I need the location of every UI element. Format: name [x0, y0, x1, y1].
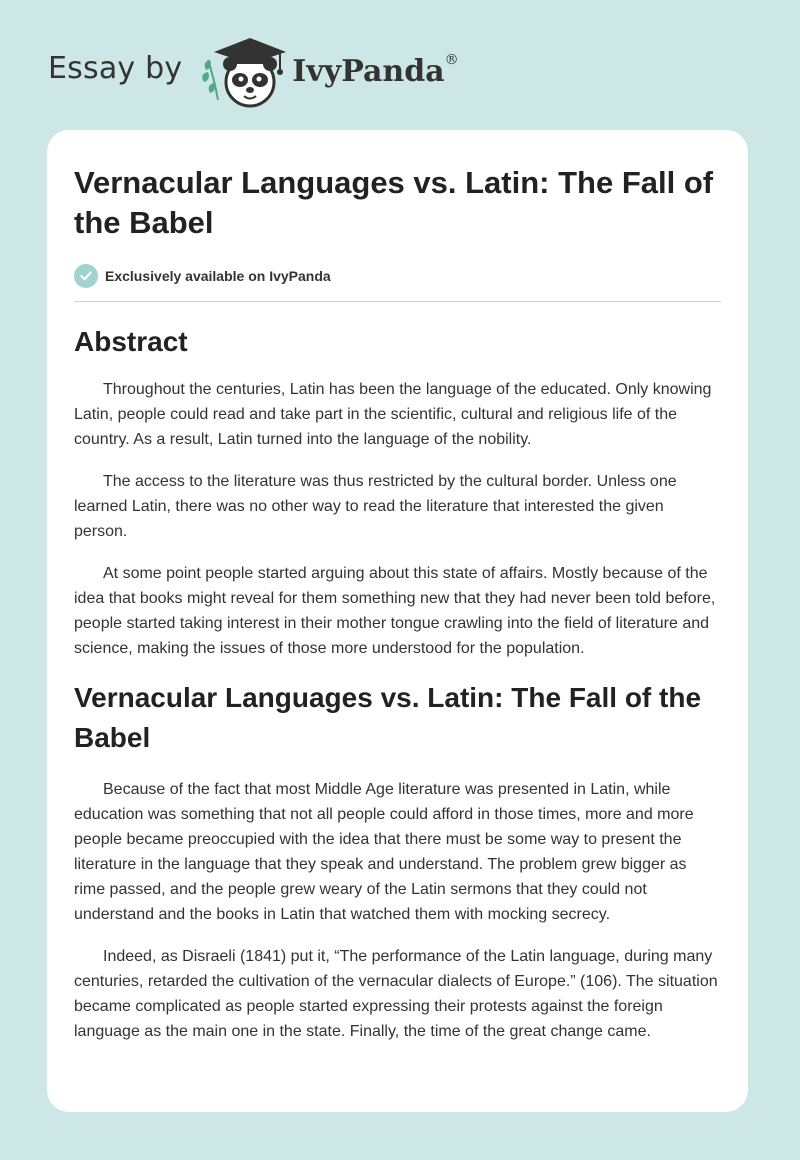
check-icon	[74, 264, 98, 288]
abstract-paragraph: At some point people started arguing about this state of affairs. Mostly because of the idea that books might reveal for them something new that they had never been told before, people started taking interest in their mother tongue crawling into the field of literature and science, making the issues of those more understood for the population.	[74, 565, 716, 657]
body-paragraph: Indeed, as Disraeli (1841) put it, “The performance of the Latin language, during many centuries, retarded the cultivation of the vernacular dialects of Europe.” (106). The situation became complicated as people started expressing their protests against the foreign language as the main one in the state. Finally, the time of the great change came.	[74, 948, 718, 1040]
essay-title: Vernacular Languages vs. Latin: The Fall of the Babel	[74, 165, 714, 240]
site-header	[48, 30, 459, 110]
abstract-paragraph: Throughout the centuries, Latin has been the language of the educated. Only knowing Latin, people could read and take part in the scientific, cultural and religious life of the country. As a result, Latin turned into the language of the nobility.	[74, 381, 712, 448]
brand-name[interactable]	[292, 51, 459, 89]
abstract-heading: Abstract	[74, 326, 188, 357]
essay-card	[47, 130, 748, 1112]
abstract-paragraph: The access to the literature was thus restricted by the cultural border. Unless one learned Latin, there was no other way to read the literature that interested the given person.	[74, 473, 677, 540]
exclusive-badge-text: Exclusively available on IvyPanda	[105, 268, 331, 284]
body-paragraph: Because of the fact that most Middle Age literature was presented in Latin, while education was something that not all people could afford in those times, more and more people became preoccupied with the idea that there must be some way to present the literature in the language that they speak and understand. The problem grew bigger as rime passed, and the people grew weary of the Latin sermons that they could not understand and the books in Latin that watched them with mocking secrecy.	[74, 781, 694, 923]
brand-label: IvyPanda	[292, 53, 445, 89]
essay-by-label: Essay by	[48, 50, 183, 86]
section-heading: Vernacular Languages vs. Latin: The Fall of the Babel	[74, 682, 702, 753]
exclusive-badge	[74, 264, 721, 302]
registered-mark: ®	[444, 51, 459, 68]
panda-graduate-icon[interactable]	[200, 30, 290, 110]
